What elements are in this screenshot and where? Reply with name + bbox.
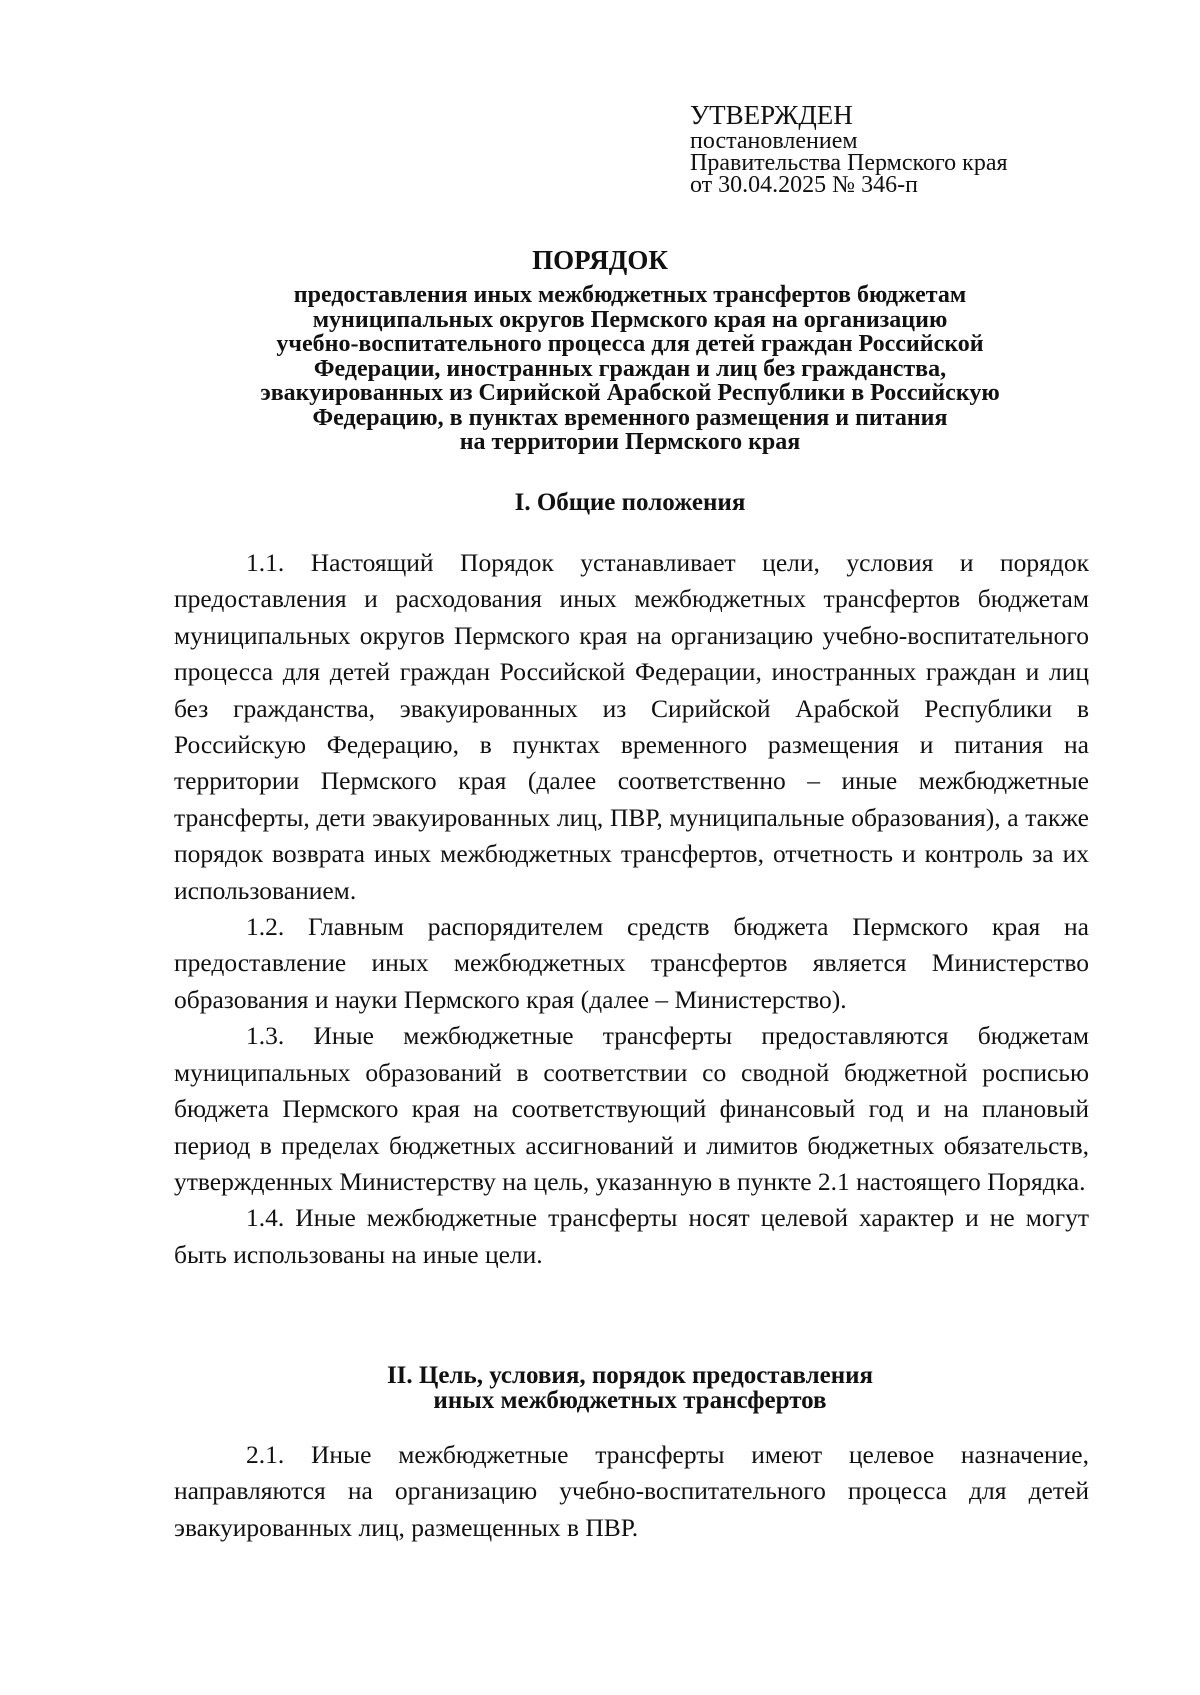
paragraph-1-1: 1.1. Настоящий Порядок устанавливает цели, условия и порядок предоставления и расходования иных межбюджетных трансфертов бюджетам муниципальных округов Пермского края на организацию учебно-воспитательного процесса для детей граждан Российской Федерации, иностранных граждан и лиц без гражданства, эвакуированных из Сирийской Арабской Республики в Российскую Федерацию, в пунктах временного размещения и питания на территории Пермского края (далее соответственно – иные межбюджетные трансферты, дети эвакуированных лиц, ПВР, муниципальные образования), а также порядок возврата иных межбюджетных трансфертов, отчетность и контроль за их использованием. [174,548,1089,905]
paragraph-1-2: 1.2. Главным распорядителем средств бюджета Пермского края на предоставление иных межбюджетных трансфертов является Министерство образования и науки Пермского края (далее – Министерство). [174,912,1089,1014]
subtitle-line: муниципальных округов Пермского края на организацию [312,306,948,333]
document-title: ПОРЯДОК [532,245,668,275]
subtitle-line: учебно-воспитательного процесса для детей граждан Российской [276,331,984,357]
section-heading-line: иных межбюджетных трансфертов [433,1387,827,1414]
document-subtitle [170,283,1090,455]
section-body-general [174,545,1089,1273]
subtitle-line: эвакуированных из Сирийской Арабской Республики в Российскую [260,380,1000,406]
section-heading-purpose [170,1363,1090,1413]
approval-date-number: от 30.04.2025 № 346-п [690,172,918,198]
paragraph-1-3: 1.3. Иные межбюджетные трансферты предоставляются бюджетам муниципальных образований в соответствии со сводной бюджетной росписью бюджета Пермского края на соответствующий финансовый год и на плановый период в пределах бюджетных ассигнований и лимитов бюджетных обязательств, утвержденных Министерству на цель, указанную в пункте 2.1 настоящего Порядка. [174,1021,1089,1196]
section-body-purpose [174,1437,1089,1546]
paragraph-2-1: 2.1. Иные межбюджетные трансферты имеют целевое назначение, направляются на организацию учебно-воспитательного процесса для детей эвакуированных лиц, размещенных в ПВР. [174,1440,1089,1542]
approval-stamp: УТВЕРЖДЕН [690,100,853,130]
subtitle-line: на территории Пермского края [459,429,801,455]
paragraph-1-4: 1.4. Иные межбюджетные трансферты носят целевой характер и не могут быть использованы на иные цели. [174,1203,1089,1269]
section-heading-line: II. Цель, условия, порядок предоставления [386,1362,874,1389]
subtitle-line: предоставления иных межбюджетных трансфертов бюджетам [293,282,967,308]
subtitle-line: Федерации, иностранных граждан и лиц без гражданства, [313,355,947,382]
section-heading-line: I. Общие положения [514,489,746,516]
approval-block [690,100,1110,196]
approval-line: Правительства Пермского края [690,150,1008,176]
section-heading-general [170,490,1090,515]
subtitle-line: Федерацию, в пунктах временного размещения и питания [312,404,948,431]
approval-line: постановлением [690,128,858,154]
